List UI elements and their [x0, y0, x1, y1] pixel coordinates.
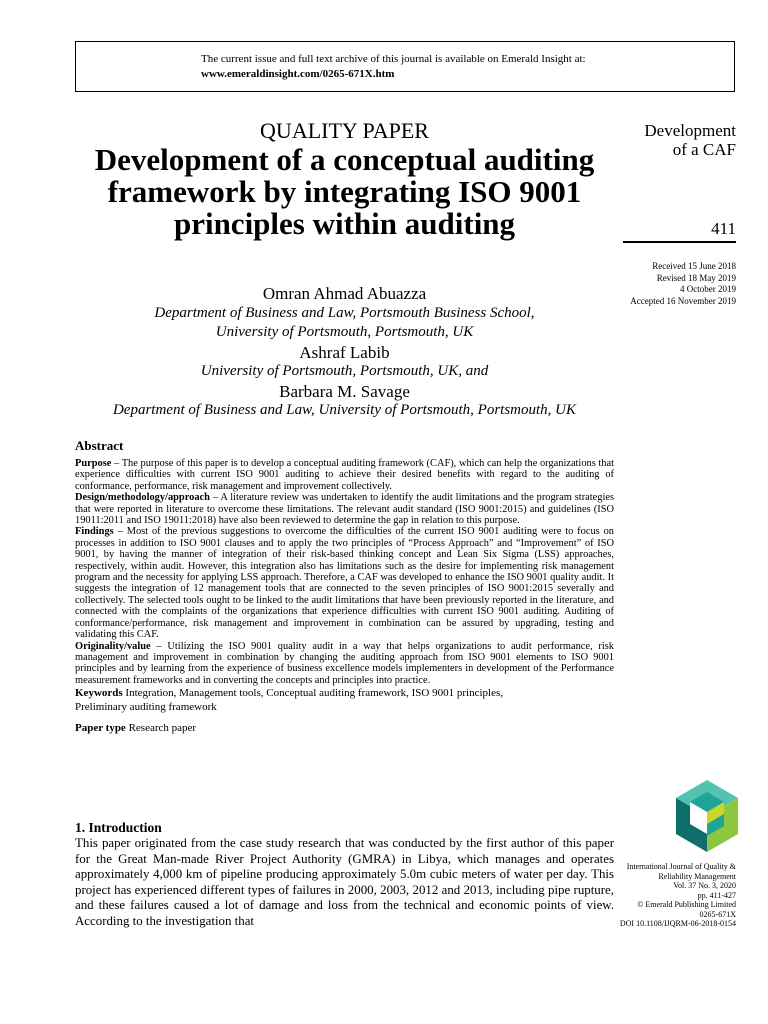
purpose-text: – The purpose of this paper is to develop a conceptual auditing framework (CAF), which can help the organizations that experience difficulties with current ISO 9001 auditing to achieve their desired benefits with regard to the auditing of conformance, performance, risk management and improvement collectively. — [75, 458, 614, 492]
author-affiliation: Department of Business and Law, Portsmouth Business School, — [154, 304, 535, 321]
author-list — [75, 284, 614, 421]
journal-info-line: pp. 411-427 — [697, 890, 736, 900]
notice-text — [201, 52, 586, 82]
running-title-line: Development — [644, 121, 736, 140]
journal-info-line: © Emerald Publishing Limited — [637, 900, 736, 909]
design-text: – A literature review was undertaken to identify the audit limitations and the program strategies that were reported in literature to overcome these limitations. The relevant audit standard (ISO 9001:2015) and guidelines (ISO 19011:2011 and ISO 19011:2018) have also been reviewed to determine the gap in relation to this purpose. — [75, 492, 614, 527]
abstract-heading: Abstract — [75, 438, 124, 453]
page-number: 411 — [711, 219, 736, 238]
author-name: Omran Ahmad Abuazza — [262, 284, 427, 303]
originality-label: Originality/value — [75, 640, 151, 652]
notice-url-link[interactable]: www.emeraldinsight.com/0265-671X.htm — [201, 68, 395, 80]
journal-info-line: Vol. 37 No. 3, 2020 — [673, 881, 736, 890]
abstract-originality — [75, 641, 614, 687]
journal-info-line: International Journal of Quality & — [626, 862, 736, 871]
findings-label: Findings — [75, 526, 114, 538]
author-affiliation: University of Portsmouth, Portsmouth, UK, and — [200, 363, 489, 379]
journal-notice-box — [75, 41, 735, 92]
journal-info — [620, 862, 736, 929]
abstract-keywords — [75, 686, 614, 714]
design-label: Design/methodology/approach — [75, 492, 210, 504]
keywords-text-cont: Preliminary auditing framework — [75, 701, 217, 714]
author-affiliation: University of Portsmouth, Portsmouth, UK — [215, 324, 474, 340]
article-history — [630, 261, 736, 307]
running-title-line: of a CAF — [672, 140, 736, 159]
paper-title: Development of a conceptual auditing framework by integrating ISO 9001 principles within auditing — [94, 142, 595, 241]
history-line: Received 15 June 2018 — [652, 261, 736, 271]
journal-doi[interactable]: DOI 10.1108/IJQRM-06-2018-0154 — [619, 919, 736, 928]
findings-text: – Most of the previous suggestions to overcome the difficulties of the current ISO 9001 auditing were to focus on processes in addition to ISO 9001 clauses and to apply the two principles of “Process Approach” and “Improvement” of ISO 9001, by having the manner of integration of their risk-based thinking concept and Lean Six Sigma (LSS) approaches, respectively, within audit. However, this integration also has limitations such as the desire for implementing risk management program and the necessity for applying LSS approach. Therefore, a CAF was developed to enhance the ISO 9001 quality audit. It suggests the integration of 12 management tools that are connected to the seven principles of ISO 9001:2015 severally and collectively. The selected tools ought to be linked to the audit limitations that have been previously reported in the literature, and connected with the complaints of the organizations that experience difficulties with current ISO 9001 auditing. Auditing of conformance/performance, risk management and improvement in combination can be assured by upgrading, testing and validating this CAF. — [75, 526, 614, 641]
keywords-text: Integration, Management tools, Conceptual auditing framework, ISO 9001 principles, — [122, 687, 503, 700]
journal-info-line: 0265-671X — [699, 909, 736, 919]
introduction-section — [75, 820, 614, 929]
abstract-design — [75, 492, 614, 526]
keywords-label: Keywords — [75, 687, 123, 700]
introduction-text: This paper originated from the case study research that was conducted by the first author of this paper for the Great Man-made River Project Authority (GMRA) in Libya, which manages and operates approximately 4,000 km of pipeline producing approximately 5.0m cubic meters of water per day. This project has experienced different types of failures in 2000, 2003, 2012 and 2013, including pipe rupture, and these failures caused a lot of damage and loss from the technical and economic points of view. According to the investigation that — [75, 836, 614, 928]
paper-type-text: Research paper — [125, 722, 197, 735]
author-name: Ashraf Labib — [299, 342, 390, 362]
running-title — [644, 121, 736, 159]
author-name: Barbara M. Savage — [279, 381, 410, 401]
notice-line: The current issue and full text archive of this journal is available on Emerald Insight at: — [201, 53, 586, 65]
purpose-label: Purpose — [75, 458, 112, 469]
author-affiliation: Department of Business and Law, University of Portsmouth, Portsmouth, UK — [112, 402, 577, 418]
history-line: Accepted 16 November 2019 — [630, 295, 736, 306]
side-divider — [623, 241, 736, 243]
journal-info-line: Reliability Management — [658, 871, 736, 881]
history-line: Revised 18 May 2019 — [656, 272, 736, 283]
abstract-purpose — [75, 458, 614, 492]
introduction-heading: 1. Introduction — [75, 820, 162, 835]
abstract-findings — [75, 526, 614, 640]
originality-text: – Utilizing the ISO 9001 quality audit in a way that helps organizations to audit performance, risk management and improvement in combination by changing the auditing approach from ISO 9001 elements to ISO 9001 principles and by learning from the experience of business excellence models implementers in development of the Performance measurement frameworks and in converting the concepts and principles into practice. — [75, 640, 614, 686]
abstract-section — [75, 438, 614, 735]
abstract-paper-type — [75, 721, 614, 735]
paper-category: QUALITY PAPER — [260, 118, 429, 143]
history-line: 4 October 2019 — [680, 284, 736, 294]
paper-type-label: Paper type — [75, 722, 126, 735]
emerald-logo-icon — [676, 780, 738, 852]
